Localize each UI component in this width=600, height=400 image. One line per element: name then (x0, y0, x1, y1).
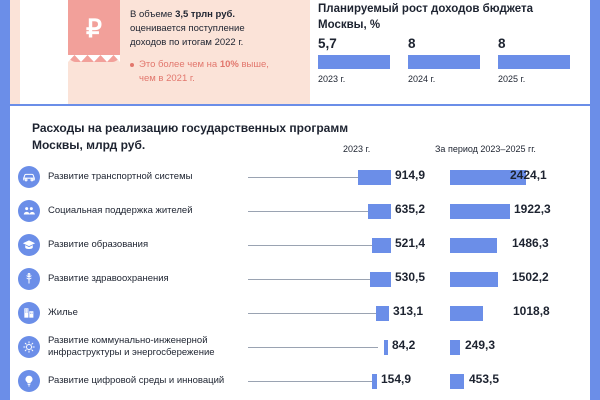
row-label: Развитие образования (48, 239, 149, 251)
revenue-growth-note (130, 58, 312, 86)
row-label: Развитие здравоохранения (48, 273, 169, 285)
growth-bar (318, 55, 390, 69)
caduceus-icon (18, 268, 40, 290)
value-2023: 635,2 (395, 202, 426, 216)
building-icon (18, 302, 40, 324)
column-header-period: За период 2023–2025 гг. (435, 144, 536, 154)
table-row (10, 262, 578, 296)
value-period: 2424,1 (510, 168, 547, 182)
expenses-section (10, 104, 590, 400)
leader-line (248, 381, 372, 382)
note-percent: 10% (219, 59, 239, 70)
bar-2023 (372, 374, 377, 389)
note-line2: чем в 2021 г. (139, 72, 195, 84)
bar-period (450, 340, 460, 355)
row-label: Жилье (48, 307, 78, 319)
value-2023: 84,2 (392, 338, 416, 352)
growth-chart-title: Планируемый рост доходов бюджета Москвы, % (318, 3, 534, 31)
summary-line3: доходов по итогам 2022 г. (130, 36, 244, 48)
bar-period (450, 306, 483, 321)
value-period: 1922,3 (514, 202, 551, 216)
note-suffix: выше, (238, 59, 269, 70)
bar-2023 (370, 272, 391, 287)
column-header-2023: 2023 г. (343, 144, 371, 154)
growth-year-label: 2025 г. (498, 74, 526, 84)
bar-period (450, 272, 498, 287)
row-label: Социальная поддержка жителей (48, 205, 193, 217)
panel-left-gap (20, 0, 68, 104)
table-row (10, 296, 578, 330)
value-period: 1486,3 (512, 236, 549, 250)
leader-line (248, 313, 376, 314)
growth-column-2024 (408, 36, 490, 84)
bar-2023 (372, 238, 391, 253)
value-2023: 521,4 (395, 236, 426, 250)
summary-amount: 3,5 трлн руб. (175, 9, 236, 20)
graduation-cap-icon (18, 234, 40, 256)
value-period: 453,5 (469, 372, 500, 386)
car-icon (18, 166, 40, 188)
growth-bar (408, 55, 480, 69)
leader-line (248, 177, 358, 178)
expenses-title: Расходы на реализацию государственных программ Москвы, млрд руб. (32, 121, 349, 152)
bar-2023 (384, 340, 388, 355)
people-icon (18, 200, 40, 222)
growth-value: 8 (408, 36, 416, 51)
value-period: 1502,2 (512, 270, 549, 284)
row-label: Развитие транспортной системы (48, 171, 193, 183)
table-row (10, 228, 578, 262)
expenses-rows (10, 160, 578, 398)
table-row (10, 330, 578, 364)
bar-period (450, 238, 497, 253)
bar-period (450, 374, 464, 389)
growth-value: 8 (498, 36, 506, 51)
leader-line (248, 279, 370, 280)
summary-line2: оценивается поступление (130, 22, 245, 34)
table-row (10, 364, 578, 398)
growth-year-label: 2024 г. (408, 74, 436, 84)
note-prefix: Это более чем на (139, 59, 220, 70)
table-row (10, 194, 578, 228)
value-2023: 914,9 (395, 168, 426, 182)
leader-line (248, 245, 372, 246)
ruble-banknote-icon (68, 0, 120, 62)
growth-column-2023 (318, 36, 400, 84)
summary-line1-prefix: В объеме (130, 9, 176, 20)
leader-line (248, 347, 378, 348)
bar-2023 (368, 204, 391, 219)
value-2023: 154,9 (381, 372, 412, 386)
lightbulb-icon (18, 370, 40, 392)
table-row (10, 160, 578, 194)
growth-columns (318, 36, 590, 84)
gear-drop-icon (18, 336, 40, 358)
left-rail (0, 0, 10, 400)
bar-2023 (358, 170, 391, 185)
card-notch (68, 55, 120, 62)
growth-value: 5,7 (318, 36, 337, 51)
revenue-summary-text (130, 8, 312, 49)
row-label: Развитие коммунально-инженерной инфраструктуры и энергосбережение (48, 335, 215, 358)
value-2023: 313,1 (393, 304, 424, 318)
growth-bar (498, 55, 570, 69)
bullet-dot-icon (130, 63, 134, 67)
growth-column-2025 (498, 36, 580, 84)
value-2023: 530,5 (395, 270, 426, 284)
value-period: 249,3 (465, 338, 496, 352)
budget-growth-chart (318, 0, 590, 104)
bar-period (450, 204, 510, 219)
revenue-summary-panel (10, 0, 310, 104)
leader-line (248, 211, 368, 212)
ruble-sign: ₽ (86, 16, 102, 43)
row-label: Развитие цифровой среды и инноваций (48, 375, 225, 387)
bar-2023 (376, 306, 389, 321)
growth-year-label: 2023 г. (318, 74, 346, 84)
value-period: 1018,8 (513, 304, 550, 318)
right-rail (590, 0, 600, 400)
